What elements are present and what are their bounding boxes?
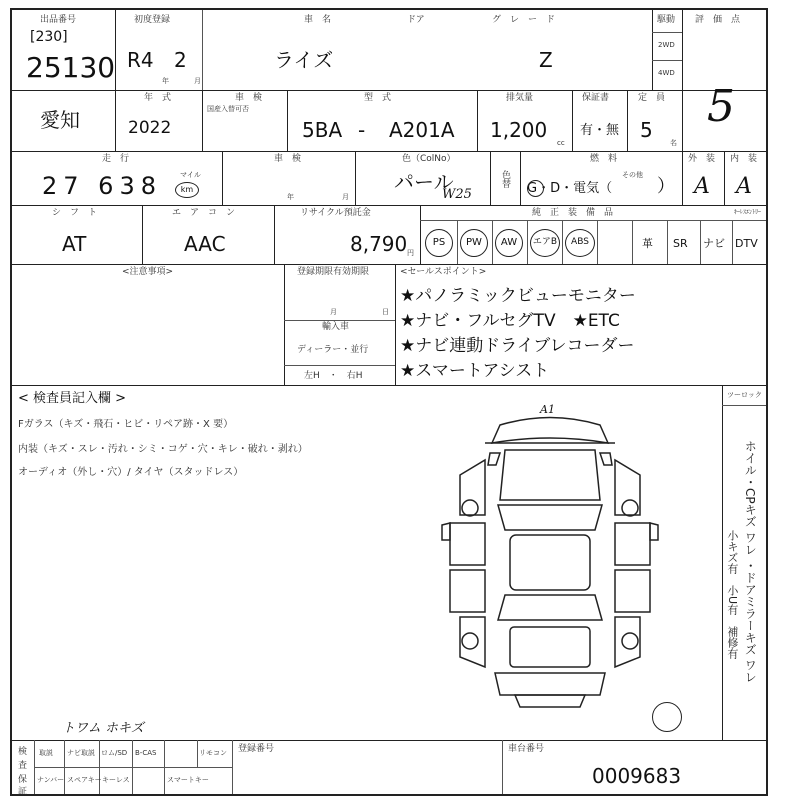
deadline-month: 月: [330, 308, 337, 316]
car-name-label: 車 名: [304, 15, 332, 25]
first-reg-label: 初度登録: [134, 15, 171, 25]
type-code: A201A: [389, 118, 455, 142]
equip-ps: PS: [425, 229, 453, 257]
drive-4wd: 4WD: [658, 69, 675, 77]
type-label: 型 式: [364, 93, 392, 103]
doc-number-plate: ナンバー: [37, 776, 65, 784]
first-reg-year-unit: 年: [162, 77, 169, 85]
color-label: 色（ColNo）: [402, 154, 456, 164]
exterior-label: 外 装: [688, 154, 716, 164]
registration-label: 登録番号: [238, 744, 275, 754]
keyless-label: ｷｰﾚｽｴﾝﾄﾘｰ: [734, 209, 762, 216]
fuel-other: その他: [622, 171, 643, 179]
inspector-line-audio: オーディオ（外し・穴）/ タイヤ（スタッドレス）: [18, 467, 244, 478]
fuel-gasoline-circle: [527, 180, 544, 197]
chassis-label: 車台番号: [508, 744, 545, 754]
first-reg-month-unit: 月: [194, 77, 201, 85]
import-type: ディーラー・並行: [297, 345, 369, 355]
diagram-damage-mark: A1: [540, 403, 555, 416]
exhibit-label: 出品番号: [40, 15, 77, 25]
inspection-year-unit: 年: [287, 193, 294, 201]
inspector-line-interior: 内装（キズ・スレ・汚れ・シミ・コゲ・穴・キレ・破れ・剥れ）: [18, 444, 308, 455]
equip-pw: PW: [460, 229, 488, 257]
color-change-label: 色替: [500, 170, 510, 188]
sales-label: <セールスポイント>: [400, 267, 487, 277]
aircon-label: エ ア コ ン: [172, 208, 236, 218]
grade-label: グ レ ー ド: [492, 15, 556, 25]
sales-point-4: ★スマートアシスト: [400, 361, 550, 381]
displacement-label: 排気量: [506, 93, 534, 103]
aircon: AAC: [184, 232, 226, 256]
drive-2wd: 2WD: [658, 41, 675, 49]
doc-manual: 取説: [39, 749, 53, 757]
lot-number: 25130: [26, 51, 116, 84]
deadline-label: 登録期限有効期限: [297, 267, 370, 277]
doc-navi-manual: ナビ取説: [67, 749, 95, 757]
deadline-day: 日: [382, 308, 389, 316]
score: 5: [707, 81, 735, 132]
equip-aw: AW: [495, 229, 523, 257]
equip-navi: ナビ: [703, 237, 725, 250]
equip-abs: ABS: [565, 229, 595, 257]
inspector-heading: < 検査員記入欄 >: [18, 391, 127, 406]
fuel-options: G・D・電気（: [527, 181, 613, 196]
sales-point-3: ★ナビ連動ドライブレコーダー: [400, 336, 635, 356]
footer-label-3: 保: [18, 775, 28, 785]
shift: AT: [62, 232, 87, 256]
equip-dtv: DTV: [735, 237, 758, 250]
score-label: 評 価 点: [695, 15, 741, 25]
equip-leather: 革: [642, 237, 653, 250]
shaken-sub: 国産入替可否: [207, 105, 249, 113]
mileage-label: 走 行: [102, 154, 130, 164]
warranty: 有・無: [580, 123, 620, 138]
displacement: 1,200: [490, 118, 548, 142]
fuel-label: 燃 料: [590, 154, 618, 164]
notes-label: <注意事項>: [122, 267, 174, 277]
shift-label: シ フ ト: [52, 208, 98, 218]
equip-sunroof: SR: [673, 237, 688, 250]
interior-grade: A: [736, 174, 752, 199]
auction-sheet: [10, 8, 768, 796]
inspection-label: 車 検: [274, 154, 302, 164]
exterior-grade: A: [694, 174, 710, 199]
sales-point-1: ★パノラミックビューモニター: [400, 286, 636, 306]
recycle-label: リサイクル預託金: [300, 208, 371, 218]
equip-airbag: エアB: [530, 229, 560, 257]
doc-smart-key: スマートキー: [167, 776, 209, 784]
first-reg-month: 2: [174, 48, 187, 72]
color: パール: [394, 170, 454, 194]
recycle-unit: 円: [407, 249, 414, 257]
color-code: W25: [442, 187, 472, 202]
sales-point-2: ★ナビ・フルセグTV ★ETC: [400, 311, 620, 331]
displacement-unit: cc: [557, 139, 565, 147]
first-reg-era: R4: [127, 48, 154, 72]
mileage-unit-miles: マイル: [180, 171, 201, 179]
region: 愛知: [40, 108, 80, 132]
mileage-unit-km: km: [175, 182, 199, 198]
type-prefix: 5BA: [302, 118, 343, 142]
type-dash: -: [358, 118, 366, 142]
shaken-label: 車 検: [235, 93, 263, 103]
equipment-label: 純 正 装 備 品: [532, 208, 614, 218]
car-condition-diagram: [430, 405, 670, 715]
lot-prefix: [230]: [30, 29, 68, 45]
doc-keyless: キーレス: [102, 776, 130, 784]
footer-label-2: 査: [18, 761, 28, 771]
recycle-fee: 8,790: [350, 232, 408, 256]
door-label: ドア: [407, 15, 425, 25]
handwritten-note: トワム ホキズ: [62, 721, 144, 736]
capacity-label: 定 員: [638, 93, 666, 103]
model-year-label: 年 式: [144, 93, 172, 103]
import-label: 輸入車: [322, 322, 350, 332]
footer-label-4: 証: [18, 787, 28, 797]
side-note-2: 小キズ有 小U有 補修有: [725, 530, 739, 660]
spare-tire-icon: [652, 702, 682, 732]
side-note-1: ホイル・CPキズ ワレ ・ドアミラーキズ ワレ: [743, 440, 758, 684]
chassis-number: 0009683: [592, 764, 682, 788]
doc-spare-key: スペアキー: [67, 776, 102, 784]
capacity-unit: 名: [670, 139, 677, 147]
capacity: 5: [640, 118, 653, 142]
fuel-close: ）: [657, 176, 675, 197]
model-year: 2022: [128, 118, 172, 138]
handle-position: 左H ・ 右H: [304, 371, 363, 381]
doc-bcas: B-CAS: [135, 749, 157, 757]
footer-label-1: 検: [18, 747, 28, 757]
interior-label: 内 装: [730, 154, 758, 164]
inspector-line-glass: Fガラス（キズ・飛石・ヒビ・リペア跡・X 要）: [18, 419, 234, 430]
drive-label: 駆動: [657, 15, 676, 25]
doc-remote: リモコン: [199, 749, 227, 757]
grade: Z: [539, 48, 553, 72]
car-name: ライズ: [274, 48, 334, 72]
side-box-label: ツーロック: [727, 391, 762, 399]
warranty-label: 保証書: [582, 93, 610, 103]
mileage: 27 638: [42, 172, 162, 200]
inspection-month-unit: 月: [342, 193, 349, 201]
doc-rom-sd: ロム/SD: [101, 749, 128, 757]
